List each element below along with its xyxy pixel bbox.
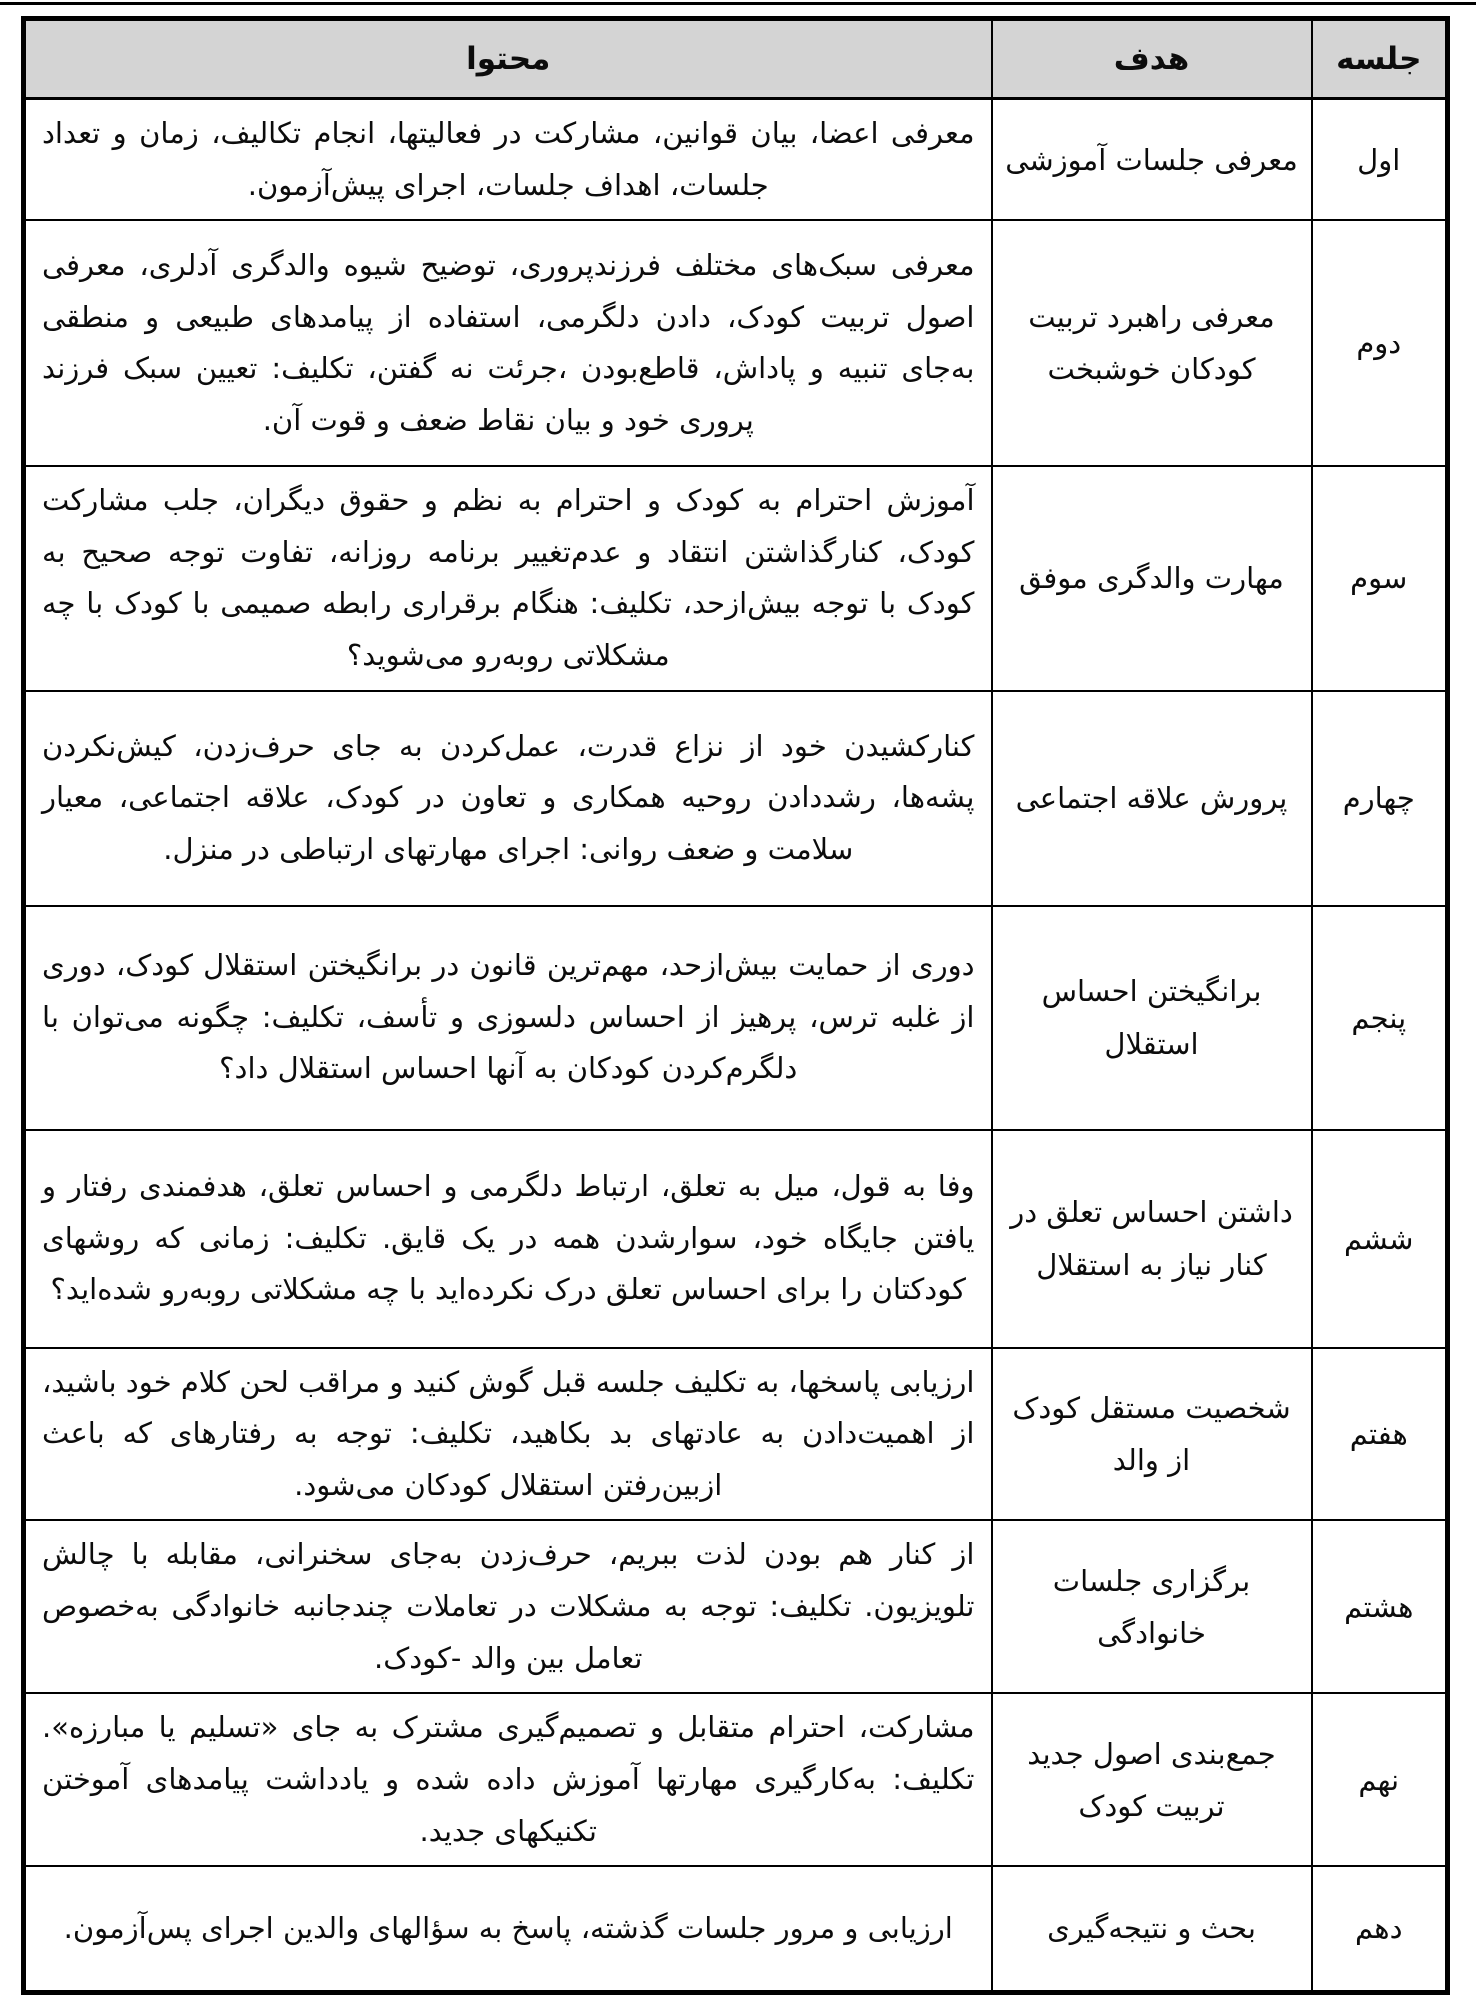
goal-cell: مهارت والدگری موفق [992, 466, 1312, 690]
content-cell: از کنار هم بودن لذت ببریم، حرف‌زدن به‌جای سخنرانی، مقابله با چالش تلویزیون. تکلیف: توجه به مشکلات در تعاملات چندجانبه خانوادگی به‌خصوص تعامل بین والد -کودک. [24, 1520, 992, 1693]
content-cell: ارزیابی پاسخها، به تکلیف جلسه قبل گوش کنید و مراقب لحن کلام خود باشید، از اهمیت‌دادن به عادتهای بد بکاهید، تکلیف: توجه به رفتارهای که باعث ازبین‌رفتن استقلال کودکان می‌شود. [24, 1348, 992, 1521]
table-row [24, 220, 1448, 466]
session-cell: سوم [1312, 466, 1448, 690]
table-row [24, 1130, 1448, 1348]
session-cell: اول [1312, 99, 1448, 221]
column-header-session: جلسه [1312, 19, 1448, 99]
content-cell: معرفی سبک‌های مختلف فرزندپروری، توضیح شیوه والدگری آدلری، معرفی اصول تربیت کودک، دادن دلگرمی، استفاده از پیامدهای طبیعی و منطقی به‌جای تنبیه و پاداش، قاطع‌بودن ،جرئت نه گفتن، تکلیف: تعیین سبک فرزند پروری خود و بیان نقاط ضعف و قوت آن. [24, 220, 992, 466]
table-row [24, 1348, 1448, 1521]
content-cell: معرفی اعضا، بیان قوانین، مشارکت در فعالیتها، انجام تکالیف، زمان و تعداد جلسات، اهداف جلسات، اجرای پیش‌آزمون. [24, 99, 992, 221]
table-header [24, 19, 1448, 99]
content-cell: وفا به قول، میل به تعلق، ارتباط دلگرمی و احساس تعلق، هدفمندی رفتار و یافتن جایگاه خود، سوارشدن همه در یک قایق. تکلیف: زمانی که روشهای کودکتان را برای احساس تعلق درک نکرده‌اید با چه مشکلاتی روبه‌رو شده‌اید؟ [24, 1130, 992, 1348]
table-row [24, 466, 1448, 690]
content-cell: آموزش احترام به کودک و احترام به نظم و حقوق دیگران، جلب مشارکت کودک، کنارگذاشتن انتقاد و عدم‌تغییر برنامه روزانه، تفاوت توجه صحیح به کودک با توجه بیش‌ازحد، تکلیف: هنگام برقراری رابطه صمیمی با کودک با چه مشکلاتی روبه‌رو می‌شوید؟ [24, 466, 992, 690]
session-cell: هفتم [1312, 1348, 1448, 1521]
goal-cell: پرورش علاقه اجتماعی [992, 691, 1312, 906]
content-cell: کنارکشیدن خود از نزاع قدرت، عمل‌کردن به جای حرف‌زدن، کیش‌نکردن پشه‌ها، رشددادن روحیه همکاری و تعاون در کودک، علاقه اجتماعی، معیار سلامت و ضعف روانی: اجرای مهارتهای ارتباطی در منزل. [24, 691, 992, 906]
goal-cell: داشتن احساس تعلق در کنار نیاز به استقلال [992, 1130, 1312, 1348]
goal-cell: برانگیختن احساس استقلال [992, 906, 1312, 1130]
goal-cell: شخصیت مستقل کودک از والد [992, 1348, 1312, 1521]
goal-cell: بحث و نتیجه‌گیری [992, 1866, 1312, 1992]
session-cell: نهم [1312, 1693, 1448, 1866]
page-top-rule [0, 2, 1476, 5]
header-row [24, 19, 1448, 99]
content-cell: ارزیابی و مرور جلسات گذشته، پاسخ به سؤالهای والدین اجرای پس‌آزمون. [24, 1866, 992, 1992]
goal-cell: معرفی راهبرد تربیت کودکان خوشبخت [992, 220, 1312, 466]
sessions-table [21, 16, 1450, 1995]
content-cell: مشارکت، احترام متقابل و تصمیم‌گیری مشترک به جای «تسلیم یا مبارزه». تکلیف: به‌کارگیری مهارتها آموزش داده شده و یادداشت پیامدهای آموختن تکنیکهای جدید. [24, 1693, 992, 1866]
table-row [24, 1866, 1448, 1992]
table-row [24, 1520, 1448, 1693]
content-cell: دوری از حمایت بیش‌ازحد، مهم‌ترین قانون در برانگیختن استقلال کودک، دوری از غلبه ترس، پرهیز از احساس دلسوزی و تأسف، تکلیف: چگونه می‌توان با دلگرم‌کردن کودکان به آنها احساس استقلال داد؟ [24, 906, 992, 1130]
session-cell: پنجم [1312, 906, 1448, 1130]
table-row [24, 906, 1448, 1130]
column-header-goal: هدف [992, 19, 1312, 99]
goal-cell: جمع‌بندی اصول جدید تربیت کودک [992, 1693, 1312, 1866]
session-cell: ششم [1312, 1130, 1448, 1348]
session-cell: هشتم [1312, 1520, 1448, 1693]
column-header-content: محتوا [24, 19, 992, 99]
table-row [24, 691, 1448, 906]
goal-cell: برگزاری جلسات خانوادگی [992, 1520, 1312, 1693]
session-cell: دوم [1312, 220, 1448, 466]
session-table-body [24, 99, 1448, 1993]
table-row [24, 1693, 1448, 1866]
table-row [24, 99, 1448, 221]
session-cell: دهم [1312, 1866, 1448, 1992]
goal-cell: معرفی جلسات آموزشی [992, 99, 1312, 221]
session-cell: چهارم [1312, 691, 1448, 906]
